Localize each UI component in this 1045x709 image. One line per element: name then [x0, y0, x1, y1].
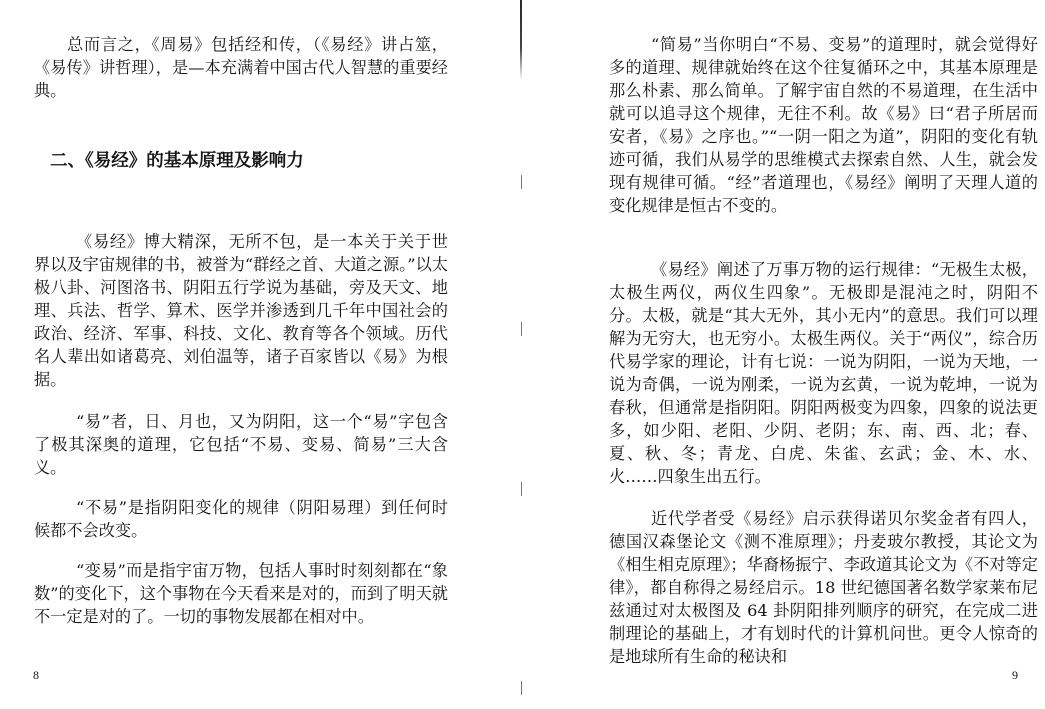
gutter-mark — [521, 482, 522, 496]
page-number-right: 9 — [1012, 668, 1018, 682]
gutter-mark — [521, 322, 522, 336]
gutter-mark — [521, 175, 522, 189]
paragraph-bianyi: “变易”而是指宇宙万物，包括人事时时刻刻都在“象数”的变化下，这个事物在今天看来是对的，而到了明天就不一定是对的了。一切的事物发展都在相对中。 — [34, 561, 448, 626]
paragraph-taiji: 《易经》阐述了万事万物的运行规律：“无极生太极，太极生两仪，两仪生四象”。无极即是混沌之时，阴阳不分。太极，就是“其大无外，其小无内”的意思。我们可以理解为无穷大，也无穷小。太极生两仪。关于“两仪”，综合历代易学家的理论，计有七说：一说为阴阳，一说为天地，一说为奇偶，一说为刚柔，一说为玄黄，一说为乾坤，一说为春秋，但通常是指阴阳。阴阳两极变为四象，四象的说法更多，如少阳、老阳、少阴、老阴；东、南、西、北；春、夏、秋、冬；青龙、白虎、朱雀、玄武；金、木、水、火……四象生出五行。 — [609, 260, 1038, 486]
gutter-fold-shadow — [520, 0, 522, 80]
left-page — [0, 0, 522, 709]
section-heading: 二、《易经》的基本原理及影响力 — [50, 151, 304, 171]
paragraph-modern-scholars: 近代学者受《易经》启示获得诺贝尔奖金者有四人，德国汉森堡论文《测不准原理》；丹麦玻尔教授，其论文为《相生相克原理》；华裔杨振宁、李政道其论文为《不对等定律》，都自称得之易经启示。18 世纪德国著名数学家莱布尼兹通过对太极图及 64 卦阴阳排列顺序的研究，在完成二进制理论的基础上，才有划时代的计算机问世。更令人惊奇的是地球所有生命的秘诀和 — [609, 509, 1038, 666]
paragraph-jianyi: “简易”当你明白“不易、变易”的道理时，就会觉得好多的道理、规律就始终在这个往复循环之中，其基本原理是那么朴素、那么简单。了解宇宙自然的不易道理，在生活中就可以追寻这个规律，无往不利。故《易》曰“君子所居而安者，《易》之序也。”“一阴一阳之为道”，阴阳的变化有轨迹可循，我们从易学的思维模式去探索自然、人生，就会发现有规律可循。“经”者道理也，《易经》阐明了天理人道的变化规律是恒古不变的。 — [609, 35, 1038, 215]
page-number-left: 8 — [33, 668, 39, 682]
right-page — [523, 0, 1045, 709]
paragraph-conclusion: 总而言之，《周易》包括经和传，（《易经》讲占筮，《易传》讲哲理），是—本充满着中国古代人智慧的重要经典。 — [34, 35, 448, 100]
paragraph-buyi: “不易”是指阴阳变化的规律（阴阳易理）到任何时候都不会改变。 — [34, 498, 448, 540]
paragraph-yijing-overview: 《易经》博大精深，无所不包，是一本关于关于世界以及宇宙规律的书，被誉为“群经之首、大道之源。”以太极八卦、河图洛书、阴阳五行学说为基础，旁及天文、地理、兵法、哲学、算术、医学并渗透到几千年中国社会的政治、经济、军事、科技、文化、教育等各个领域。历代名人辈出如诸葛亮、刘伯温等，诸子百家皆以《易》为根据。 — [34, 232, 448, 389]
gutter-mark — [521, 681, 522, 695]
paragraph-yi-meaning: “易”者，日、月也，又为阴阳，这一个“易”字包含了极其深奥的道理，它包括“不易、变易、简易”三大含义。 — [34, 412, 448, 477]
